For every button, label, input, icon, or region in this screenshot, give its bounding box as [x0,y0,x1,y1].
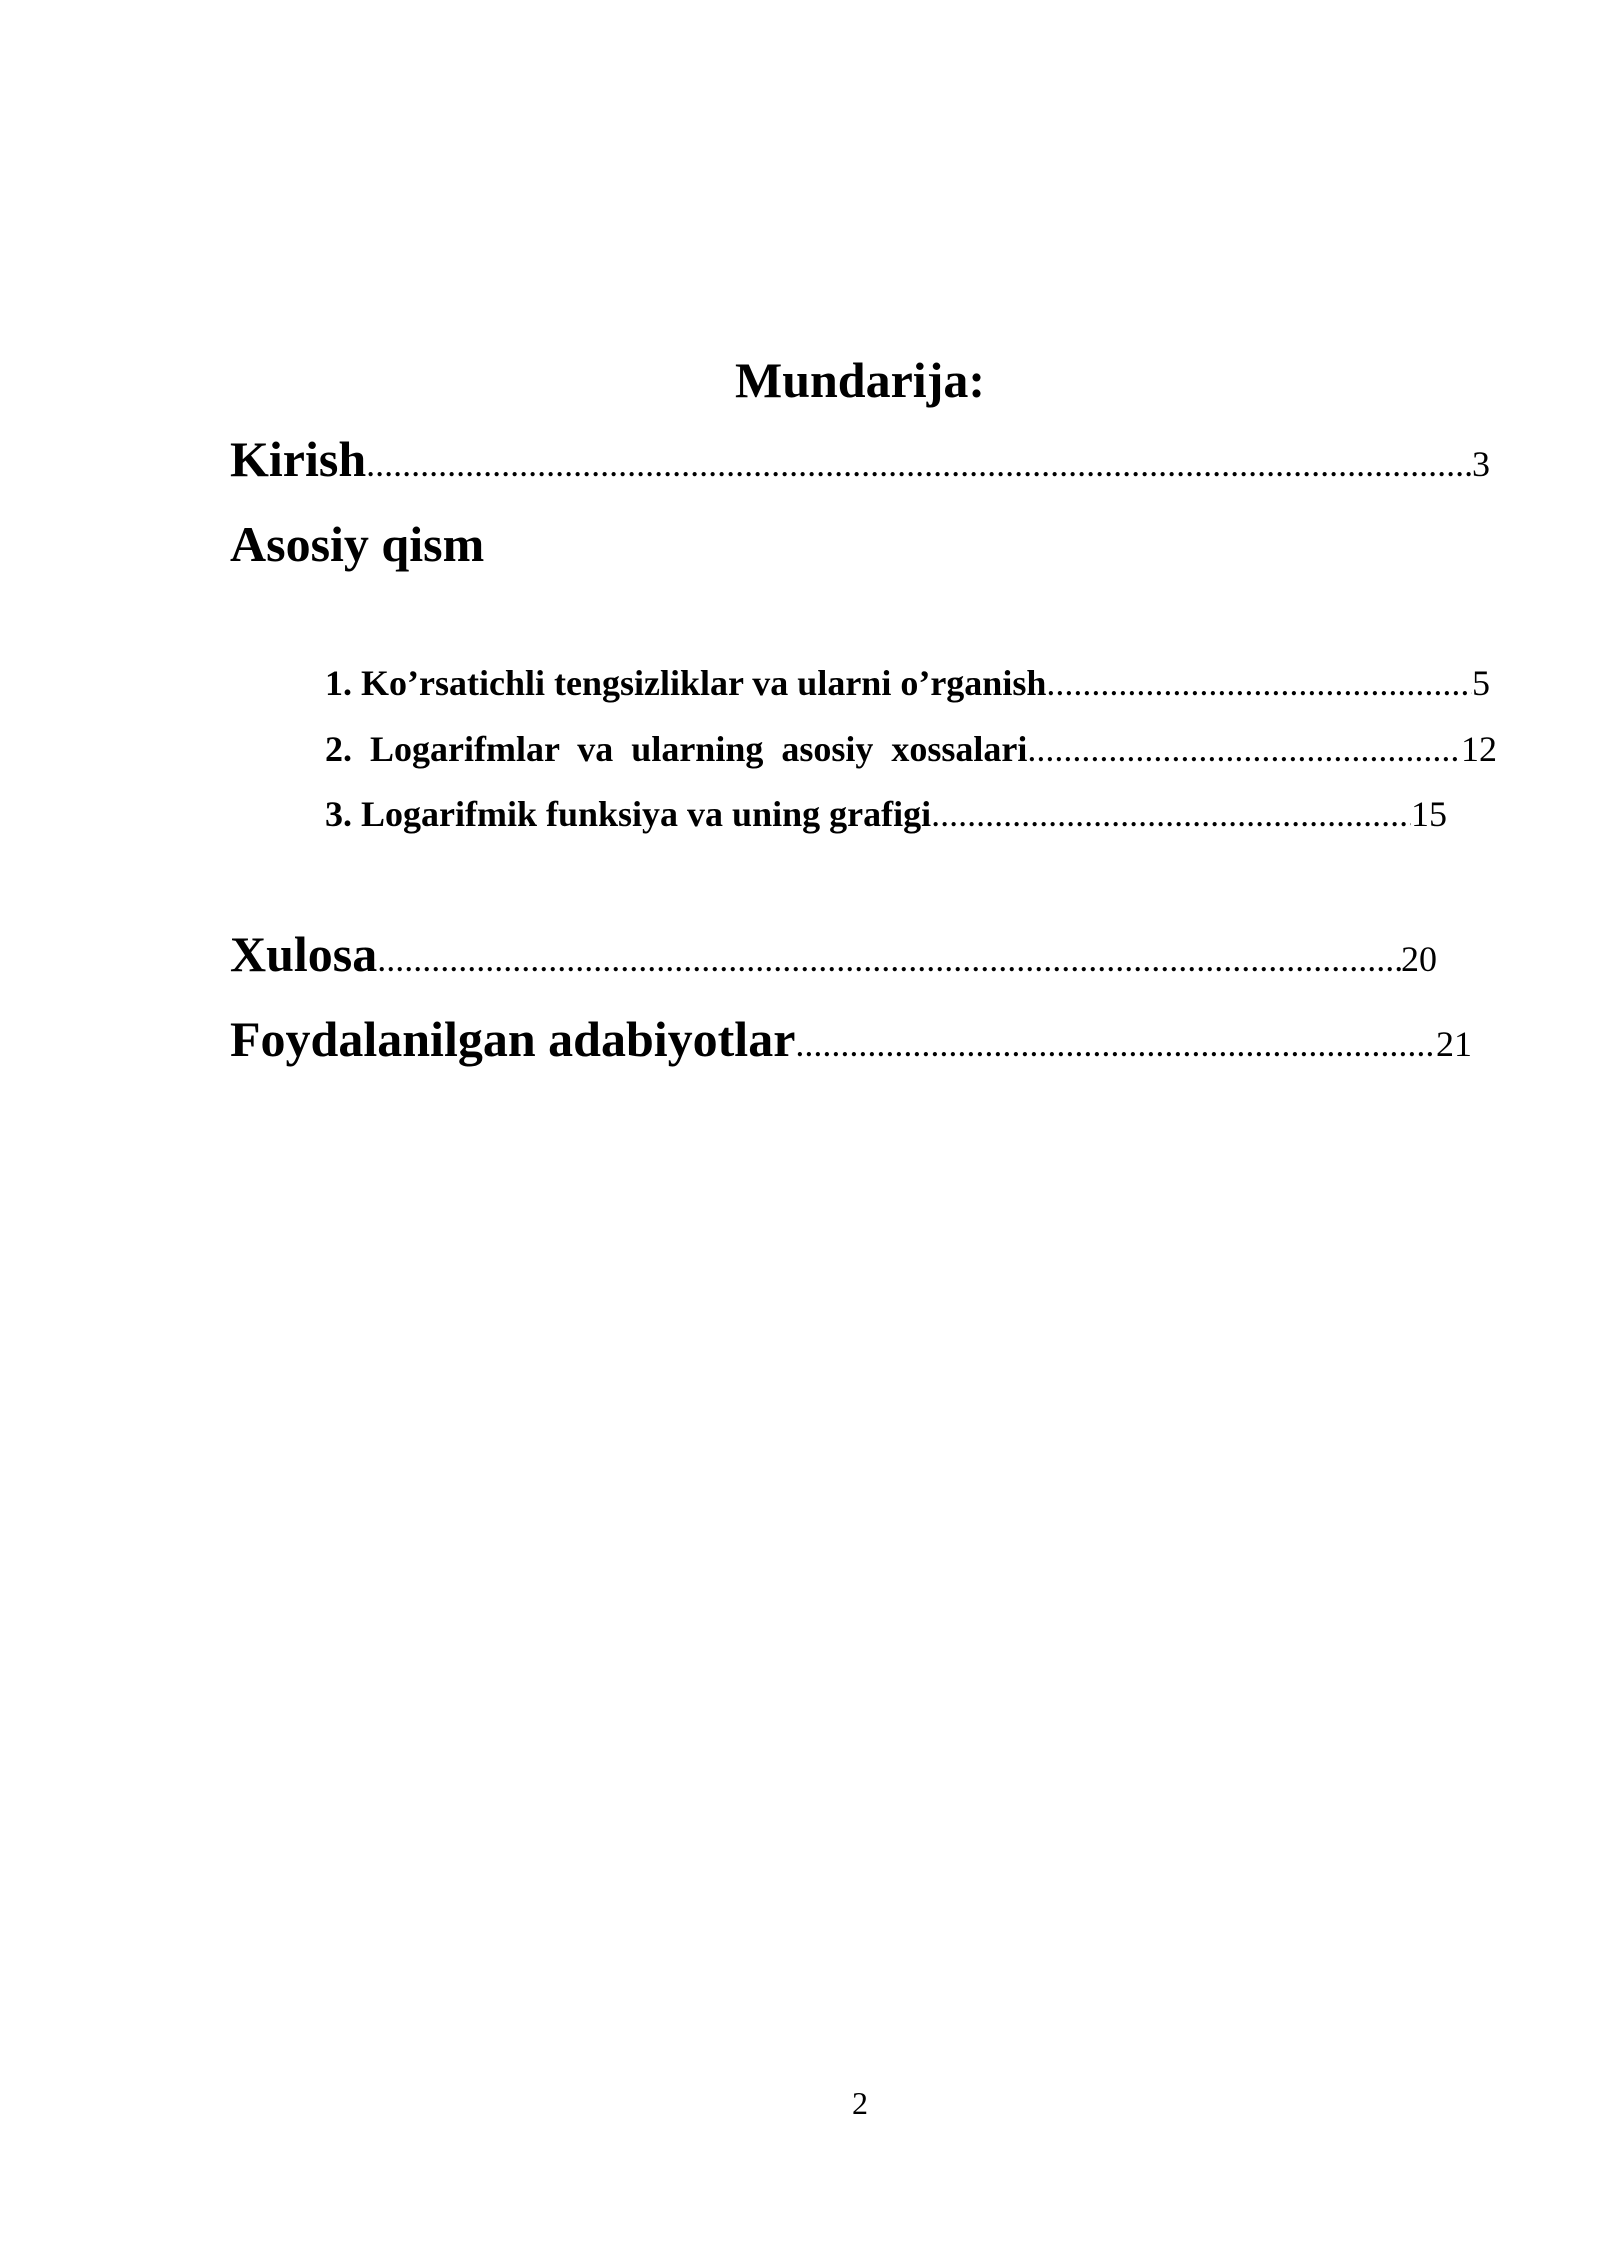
dot-leader [1046,662,1472,704]
toc-entry-page: 12 [1461,729,1497,769]
toc-entry-label: Kirish [230,431,367,487]
dot-leader [366,443,1472,485]
toc-entry-kirish[interactable] [230,430,1490,488]
toc-section-heading: Asosiy qism [230,516,485,572]
toc-entry-label: Foydalanilgan adabiyotlar [230,1011,796,1067]
toc-entry-page: 5 [1472,663,1490,703]
toc-entry-page: 21 [1436,1024,1472,1064]
dot-leader [1027,728,1461,770]
toc-entry-chapter-2[interactable] [325,728,1497,770]
toc-entry-label: Xulosa [230,926,378,982]
toc-entry-adabiyotlar[interactable] [230,1010,1472,1068]
toc-entry-xulosa[interactable] [230,925,1437,983]
dot-leader [795,1023,1436,1065]
toc-entry-label: 2. Logarifmlar va ularning asosiy xossalari [325,729,1028,769]
dot-leader [931,793,1411,835]
toc-entry-label: 3. Logarifmik funksiya va uning grafigi [325,794,932,834]
page-number: 2 [852,2085,868,2121]
toc-title: Mundarija: [735,352,985,408]
toc-entry-page: 3 [1472,444,1490,484]
toc-entry-page: 15 [1411,794,1447,834]
toc-entry-label: 1. Ko’rsatichli tengsizliklar va ularni o’rganish [325,663,1047,703]
dot-leader [377,938,1401,980]
toc-entry-chapter-3[interactable] [325,793,1447,835]
toc-entry-chapter-1[interactable] [325,662,1490,704]
toc-entry-page: 20 [1401,939,1437,979]
